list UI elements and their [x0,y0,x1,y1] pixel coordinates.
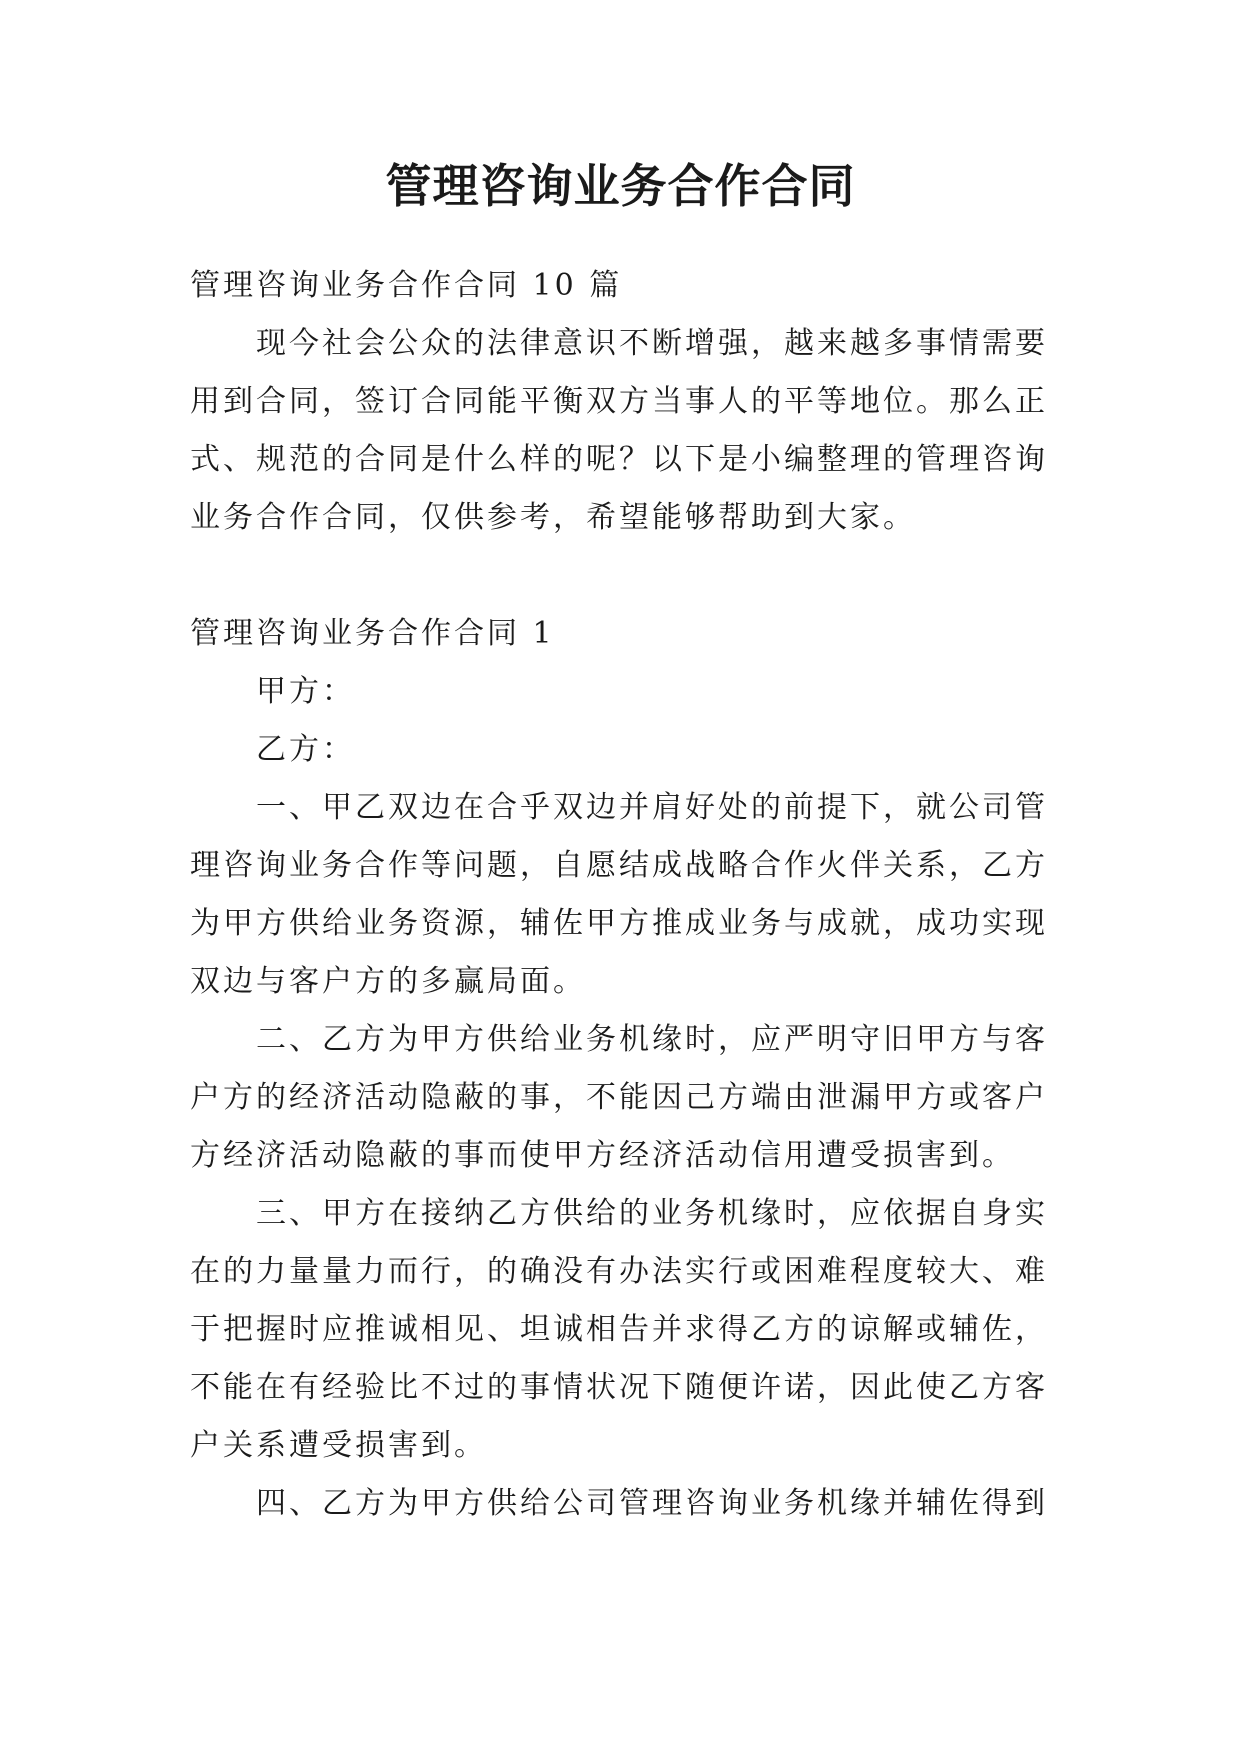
section-heading: 管理咨询业务合作合同 1 [190,616,555,651]
intro-paragraph: 现今社会公众的法律意识不断增强，越来越多事情需要用到合同，签订合同能平衡双方当事人的平等地位。那么正式、规范的合同是什么样的呢？以下是小编整理的管理咨询业务合作合同，仅供参考，希望能够帮助到大家。 [190,326,1048,535]
party-a-line: 甲方： [256,674,355,709]
document-subtitle: 管理咨询业务合作合同 10 篇 [190,268,623,303]
document-body [190,257,1065,1533]
clause-1: 一、甲乙双边在合乎双边并肩好处的前提下，就公司管理咨询业务合作等问题，自愿结成战略合作火伴关系，乙方为甲方供给业务资源，辅佐甲方推成业务与成就，成功实现双边与客户方的多赢局面。 [190,790,1048,999]
document-title: 管理咨询业务合作合同 [385,159,856,213]
clause-4: 四、乙方为甲方供给公司管理咨询业务机缘并辅佐得到 [256,1486,1048,1521]
party-b-line: 乙方： [256,732,355,767]
clause-3: 三、甲方在接纳乙方供给的业务机缘时，应依据自身实在的力量量力而行，的确没有办法实行或困难程度较大、难于把握时应推诚相见、坦诚相告并求得乙方的谅解或辅佐，不能在有经验比不过的事情状况下随便许诺，因此使乙方客户关系遭受损害到。 [190,1196,1048,1463]
clause-2: 二、乙方为甲方供给业务机缘时，应严明守旧甲方与客户方的经济活动隐蔽的事，不能因己方端由泄漏甲方或客户方经济活动隐蔽的事而使甲方经济活动信用遭受损害到。 [190,1022,1048,1173]
paragraph-spacer [190,547,1065,605]
